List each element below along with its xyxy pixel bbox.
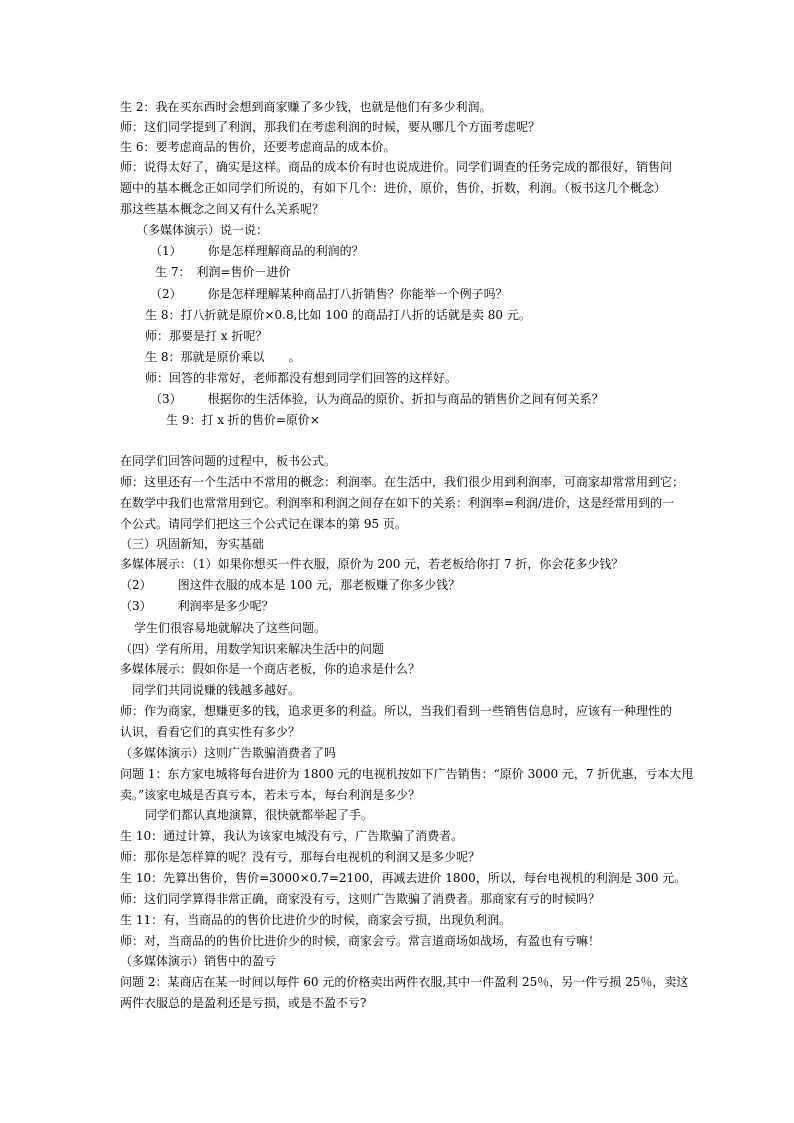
text-line: 师：对，当商品的的售价比进价少的时候，商家会亏。常言道商场如战场，有盈也有亏嘛！: [120, 934, 601, 948]
question-number: （3）: [120, 599, 152, 613]
text-line: 师：说得太好了，确实是这样。商品的成本价有时也说成进价。同学们调查的任务完成的都很好，销售问: [120, 160, 673, 174]
question-number: （3）: [150, 392, 182, 406]
text-line: 两件衣服总的是盈利还是亏损，或是不盈不亏?: [120, 996, 367, 1010]
numbered-question: [150, 286, 508, 302]
text-line: 师：那你是怎样算的呢？没有亏，那每台电视机的利润又是多少呢？: [120, 850, 481, 864]
numbered-question: [120, 598, 274, 614]
text-line: 生 9：打 x 折的售价=原价×: [166, 413, 320, 427]
text-line: 生 11：有，当商品的的售价比进价少的时候，商家会亏损，出现负利润。: [120, 913, 512, 927]
text-line: 生 8：打八折就是原价×0.8,比如 100 的商品打八折的话就是卖 80 元。: [145, 308, 531, 322]
text-line: 个公式。请同学们把这三个公式记在课本的第 95 页。: [120, 517, 407, 531]
numbered-question: [150, 243, 364, 259]
text-line: [145, 349, 300, 365]
text-line: 问题 2：某商店在某一时间以每件 60 元的价格卖出两件衣服,其中一件盈利 25％，另一件亏损 25％，卖这: [120, 975, 689, 989]
text-line: 卖。”该家电城是否真亏本，若未亏本，每台利润是多少？: [120, 788, 421, 802]
text-line: 师：那要是打 x 折呢？: [145, 329, 268, 343]
question-number: （2）: [150, 287, 182, 301]
text-line: 在同学们回答问题的过程中，板书公式。: [120, 454, 337, 468]
question-text: 图这件衣服的成本是 100 元，那老板赚了你多少钱？: [177, 578, 461, 592]
text-line: 生 10：通过计算，我认为该家电城没有亏，广告欺骗了消费者。: [120, 829, 464, 843]
text-line: 问题 1：东方家电城将每台进价为 1800 元的电视机按如下广告销售：“原价 3000 元，7 折优惠，亏本大甩: [120, 767, 694, 781]
numbered-question: [120, 577, 460, 593]
text-line: 多媒体展示：（1）如果你想买一件衣服，原价为 200 元，若老板给你打 7 折，你会花多少钱？: [120, 557, 624, 571]
text-segment: 生 8：那就是原价乘以: [145, 350, 265, 364]
section-heading: （四）学有所用，用数学知识来解决生活中的问题: [120, 642, 385, 656]
question-text: 你是怎样理解某种商品打八折销售？你能举一个例子吗？: [207, 287, 508, 301]
text-line: 师：这里还有一个生活中不常用的概念：利润率。在生活中，我们很少用到利润率，可商家却常常用到它；: [120, 475, 685, 489]
question-number: （1）: [150, 244, 182, 258]
text-line: 生 10：先算出售价，售价=3000×0.7=2100，再减去进价 1800，所以，每台电视机的利润是 300 元。: [120, 871, 687, 885]
text-line: （多媒体演示）这则广告欺骗消费者了吗: [120, 746, 337, 760]
text-line: 师：这们同学提到了利润，那我们在考虑利润的时候，要从哪几个方面考虑呢？: [120, 120, 541, 134]
text-line: 学生们很容易地就解决了这些问题。: [134, 621, 327, 635]
text-line: 在数学中我们也常常用到它。利润率和利润之间存在如下的关系：利润率=利润/进价，这是经常用到的一: [120, 496, 675, 510]
text-segment: 。: [288, 350, 301, 364]
text-line: （多媒体演示）销售中的盈亏: [120, 954, 277, 968]
text-line: 认识，看看它们的真实性有多少？: [120, 725, 301, 739]
text-line: 那这些基本概念之间又有什么关系呢？: [120, 202, 325, 216]
text-line: 多媒体展示：假如你是一个商店老板，你的追求是什么？: [120, 662, 421, 676]
text-line: （多媒体演示）说一说：: [136, 223, 269, 237]
numbered-question: [150, 391, 604, 407]
text-line: 师：这们同学算得非常正确，商家没有亏，这则广告欺骗了消费者。那商家有亏的时候吗？: [120, 892, 601, 906]
text-line: 生 7： 利润=售价－进价: [155, 265, 291, 279]
question-text: 利润率是多少呢？: [177, 599, 274, 613]
text-line: 师：作为商家，想赚更多的钱，追求更多的利益。所以，当我们看到一些销售信息时，应该有一种理性的: [120, 704, 673, 718]
question-text: 根据你的生活体验，认为商品的原价、折扣与商品的销售价之间有何关系？: [207, 392, 604, 406]
text-line: 题中的基本概念正如同学们所说的，有如下几个：进价，原价，售价，折数，利润。（板书这几个概念）: [120, 181, 667, 195]
text-line: 生 6：要考虑商品的售价，还要考虑商品的成本价。: [120, 140, 396, 154]
text-line: 同学们共同说赚的钱越多越好。: [132, 683, 301, 697]
question-number: （2）: [120, 578, 152, 592]
question-text: 你是怎样理解商品的利润的？: [207, 244, 364, 258]
section-heading: （三）巩固新知，夯实基础: [120, 537, 265, 551]
text-line: 师：回答的非常好，老师都没有想到同学们回答的这样好。: [145, 371, 458, 385]
text-line: 生 2：我在买东西时会想到商家赚了多少钱，也就是他们有多少利润。: [120, 100, 492, 114]
text-line: 同学们都认真地演算，很快就都举起了手。: [145, 808, 374, 822]
